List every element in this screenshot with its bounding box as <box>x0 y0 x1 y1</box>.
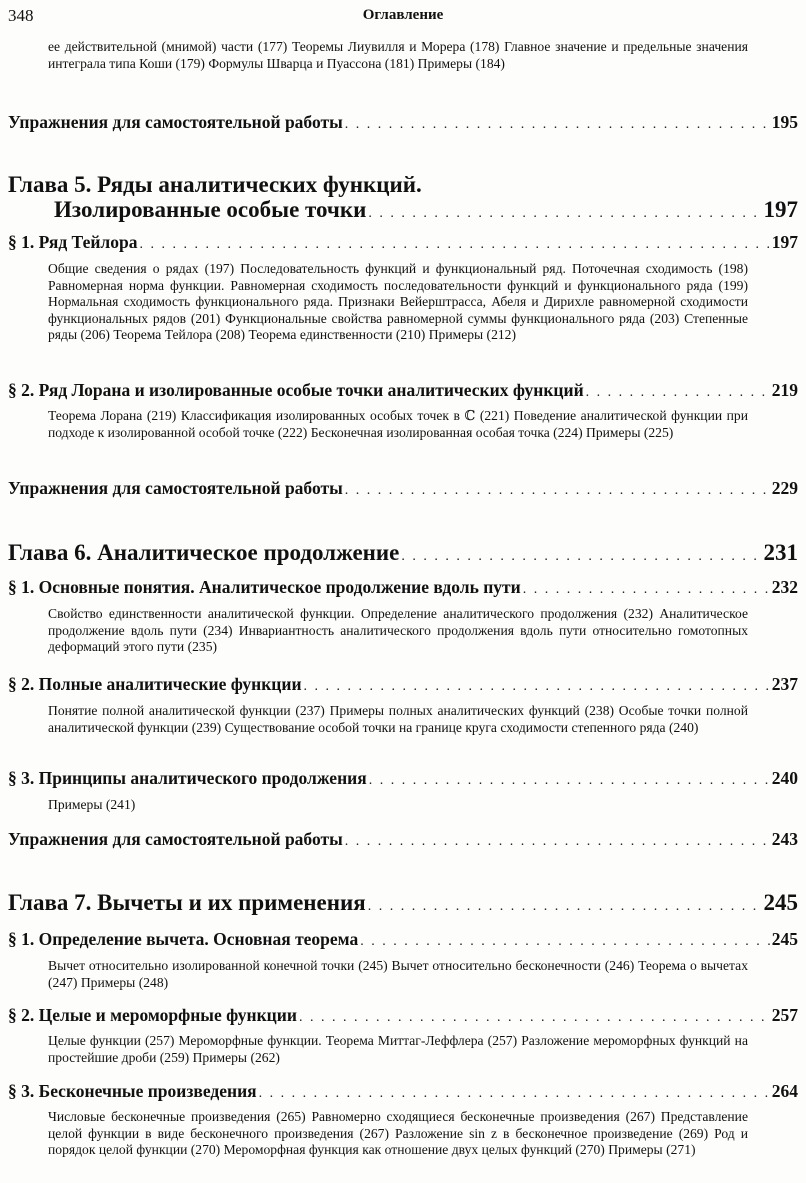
entry-label: § 2. Полные аналитические функции <box>8 674 302 694</box>
toc-entry-chapter-5[interactable] <box>54 197 798 223</box>
entry-page: 229 <box>771 478 798 498</box>
page-number: 348 <box>8 6 34 25</box>
entry-label: § 3. Принципы аналитического продолжения <box>8 768 367 788</box>
section-description: ее действительной (мнимой) части (177) Теоремы Лиувилля и Морера (178) Главное значение и предельные значения интеграла типа Коши (179) Формулы Шварца и Пуассона (181) Примеры (184) <box>48 39 748 71</box>
toc-entry-exercises-ch5[interactable] <box>8 478 798 499</box>
toc-entry-chapter-7[interactable] <box>8 890 798 916</box>
entry-label: § 2. Целые и мероморфные функции <box>8 1005 297 1025</box>
section-description: Примеры (241) <box>48 797 136 812</box>
dot-leader <box>401 549 761 565</box>
entry-page: 197 <box>771 232 798 252</box>
section-description: Числовые бесконечные произведения (265) Равномерно сходящиеся бесконечные произведения (267) Представление целой функции в виде бесконечного произведения (267) Разложение sin z в бесконечное произведение (269) Род и порядок целой функции (270) Мероморфная функция как отношение двух целых функций (270) Примеры (271) <box>48 1109 748 1157</box>
entry-page: 197 <box>763 197 798 222</box>
entry-label: Упражнения для самостоятельной работы <box>8 112 343 132</box>
section-description: Понятие полной аналитической функции (237) Примеры полных аналитических функций (238) Особые точки полной аналитической функции (239) Существование особой точки на границе круга сходимости степенного ряда (240) <box>48 703 748 735</box>
toc-entry-ch7-s1[interactable] <box>8 929 798 950</box>
dot-leader <box>523 582 770 598</box>
dot-leader <box>299 1010 770 1026</box>
entry-label: Упражнения для самостоятельной работы <box>8 829 343 849</box>
section-description: Целые функции (257) Мероморфные функции. Теорема Миттаг-Леффлера (257) Разложение мероморфных функций на простейшие дроби (259) Примеры (262) <box>48 1033 748 1065</box>
entry-label: Глава 6. Аналитическое продолжение <box>8 540 400 565</box>
entry-page: 245 <box>771 929 798 949</box>
entry-label: § 1. Ряд Тейлора <box>8 232 138 252</box>
section-description: Свойство единственности аналитической функции. Определение аналитического продолжения (232) Аналитическое продолжение вдоль пути (234) Инвариантность аналитического продолжения вдоль пути относительно гомотопных деформаций этого пути (235) <box>48 606 748 654</box>
entry-page: 243 <box>771 829 798 849</box>
entry-page: 219 <box>771 380 798 400</box>
entry-label: Изолированные особые точки <box>54 197 367 222</box>
section-description: Вычет относительно изолированной конечной точки (245) Вычет относительно бесконечности (246) Теорема о вычетах (247) Примеры (248) <box>48 958 748 990</box>
entry-page: 195 <box>771 112 798 132</box>
running-title: Оглавление <box>362 7 444 23</box>
toc-entry-ch7-s2[interactable] <box>8 1005 798 1026</box>
page-header <box>8 6 798 28</box>
entry-label: Глава 7. Вычеты и их применения <box>8 890 366 915</box>
section-description: Общие сведения о рядах (197) Последовательность функций и функциональный ряд. Поточечная сходимость (198) Равномерная норма функции. Равномерная сходимость последовательности функций и функционального ряда (199) Нормальная сходимость функционального ряда. Признаки Вейерштрасса, Абеля и Дирихле равномерной сходимости функциональных рядов (201) Функциональные свойства равномерной суммы функционального ряда (203) Степенные ряды (206) Теорема Тейлора (208) Теорема единственности (210) Примеры (212) <box>48 261 748 342</box>
toc-entry-ch6-s3[interactable] <box>8 768 798 789</box>
entry-label: § 2. Ряд Лорана и изолированные особые точки аналитических функций <box>8 380 584 400</box>
toc-entry-ch5-s2[interactable] <box>8 380 798 401</box>
entry-label: Упражнения для самостоятельной работы <box>8 478 343 498</box>
toc-entry-ch7-s3[interactable] <box>8 1081 798 1102</box>
dot-leader <box>369 773 770 789</box>
entry-page: 237 <box>771 674 798 694</box>
dot-leader <box>368 899 762 915</box>
dot-leader <box>304 679 770 695</box>
entry-label: § 1. Определение вычета. Основная теорема <box>8 929 359 949</box>
section-description: Теорема Лорана (219) Классификация изолированных особых точек в ℂ (221) Поведение аналитической функции при подходе к изолированной особой точке (222) Бесконечная изолированная особая точка (224) Примеры (225) <box>48 408 748 440</box>
dot-leader <box>345 483 770 499</box>
toc-entry-ch6-s1[interactable] <box>8 577 798 598</box>
entry-page: 264 <box>771 1081 798 1101</box>
toc-entry-ch5-s1[interactable] <box>8 232 798 253</box>
dot-leader <box>139 237 769 253</box>
entry-page: 240 <box>771 768 798 788</box>
dot-leader <box>586 385 770 401</box>
entry-page: 257 <box>771 1005 798 1025</box>
toc-entry-ch6-s2[interactable] <box>8 674 798 695</box>
toc-entry-chapter-6[interactable] <box>8 540 798 566</box>
dot-leader <box>368 206 761 222</box>
entry-label: § 3. Бесконечные произведения <box>8 1081 257 1101</box>
dot-leader <box>259 1086 770 1102</box>
entry-label: § 1. Основные понятия. Аналитическое продолжение вдоль пути <box>8 577 521 597</box>
toc-entry-exercises-ch4[interactable] <box>8 112 798 133</box>
dot-leader <box>345 834 770 850</box>
toc-entry-exercises-ch6[interactable] <box>8 829 798 850</box>
dot-leader <box>345 117 770 133</box>
entry-page: 232 <box>771 577 798 597</box>
entry-page: 245 <box>763 890 798 915</box>
chapter-5-title[interactable]: Глава 5. Ряды аналитических функций. <box>8 172 422 197</box>
dot-leader <box>360 934 770 950</box>
entry-page: 231 <box>763 540 798 565</box>
